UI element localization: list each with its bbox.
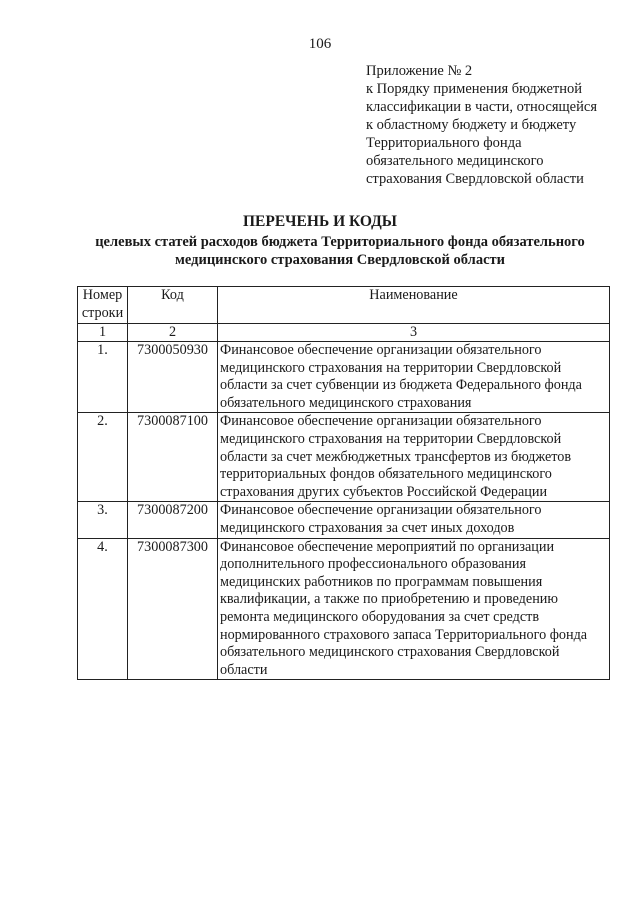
- document-subtitle: [0, 233, 640, 269]
- row-number: 2.: [78, 413, 128, 502]
- row-name: Финансовое обеспечение организации обязательного медицинского страхования за счет иных доходов: [218, 502, 610, 538]
- codes-table: [77, 286, 610, 680]
- index-cell: 2: [128, 324, 218, 342]
- appendix-line: Приложение № 2: [366, 63, 473, 79]
- index-cell: 1: [78, 324, 128, 342]
- appendix-line: страхования Свердловской области: [366, 171, 584, 187]
- table-row: [78, 413, 610, 502]
- appendix-line: к областному бюджету и бюджету: [366, 117, 577, 133]
- row-number: 4.: [78, 538, 128, 680]
- index-cell: 3: [218, 324, 610, 342]
- appendix-line: обязательного медицинского: [366, 153, 544, 169]
- row-name: Финансовое обеспечение организации обязательного медицинского страхования на территории Свердловской области за счет межбюджетных трансфертов из бюджетов территориальных фондов обязательного медицинского страхования других субъектов Российской Федерации: [218, 413, 610, 502]
- appendix-note: [366, 62, 626, 188]
- row-name: Финансовое обеспечение организации обязательного медицинского страхования на территории Свердловской области за счет субвенции из бюджета Федерального фонда обязательного медицинского страхования: [218, 342, 610, 413]
- header-name: Наименование: [218, 287, 610, 324]
- row-code: 7300087100: [128, 413, 218, 502]
- table-row: [78, 342, 610, 413]
- subtitle-line: целевых статей расходов бюджета Территориального фонда обязательного: [95, 234, 585, 250]
- row-code: 7300050930: [128, 342, 218, 413]
- table-header-row: [78, 287, 610, 324]
- row-code: 7300087300: [128, 538, 218, 680]
- table-index-row: [78, 324, 610, 342]
- subtitle-line: медицинского страхования Свердловской области: [175, 252, 505, 268]
- appendix-line: к Порядку применения бюджетной: [366, 81, 583, 97]
- header-code: Код: [128, 287, 218, 324]
- row-name: Финансовое обеспечение мероприятий по организации дополнительного профессионального образования медицинских работников по программам повышения квалификации, а также по приобретению и проведению ремонта медицинского оборудования за счет средств нормированного страхового запаса Территориального фонда обязательного медицинского страхования Свердловской области: [218, 538, 610, 680]
- appendix-line: классификации в части, относящейся: [366, 99, 597, 115]
- appendix-line: Территориального фонда: [366, 135, 522, 151]
- table-row: [78, 502, 610, 538]
- row-code: 7300087200: [128, 502, 218, 538]
- row-number: 1.: [78, 342, 128, 413]
- header-number: Номер строки: [78, 287, 128, 324]
- table-row: [78, 538, 610, 680]
- row-number: 3.: [78, 502, 128, 538]
- page-number: 106: [308, 36, 332, 52]
- document-title: ПЕРЕЧЕНЬ И КОДЫ: [242, 213, 398, 230]
